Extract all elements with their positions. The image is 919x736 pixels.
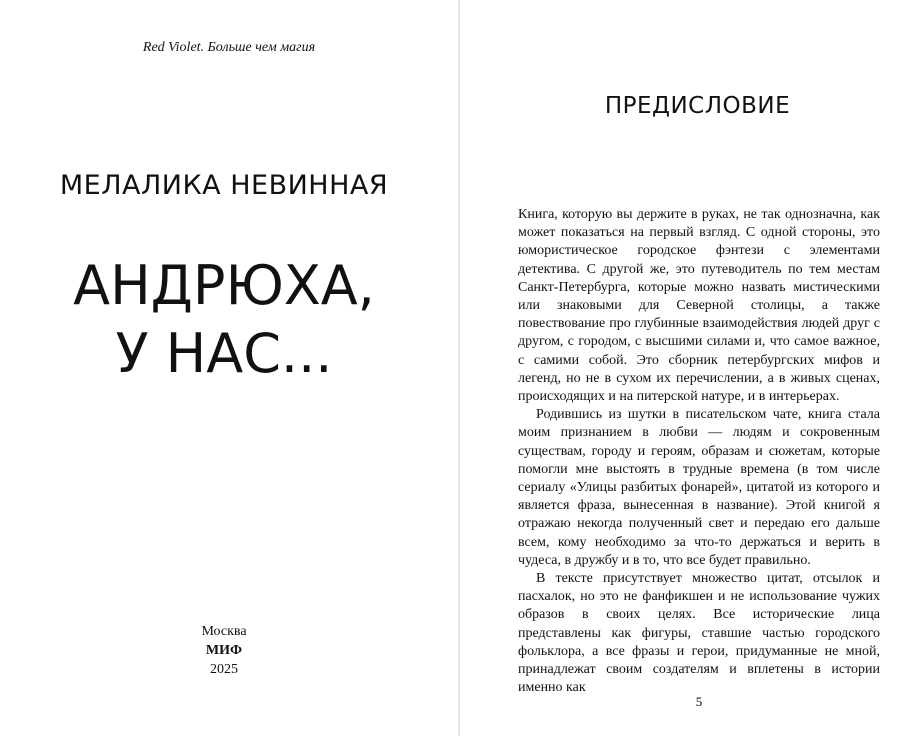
book-title [0,252,448,388]
body-text [518,206,880,697]
left-page [0,0,458,736]
right-page [460,0,919,736]
imprint-city: Москва [201,624,247,639]
series-title: Red Violet. Больше чем магия [142,40,316,55]
imprint-publisher: МИФ [205,643,243,658]
paragraph: Родившись из шутки в писательском чате, книга стала моим признанием в любви — людям и сокровенным существам, городу и героям, образам и сюжетам, которые помогли мне выстоять в трудные времена (в том числе сериалу «Улицы разбитых фонарей», цитатой из которого и является фраза, вынесенная в название). Этой книгой я отражаю некогда полученный свет и передаю его дальше всем, кому необходимо за что-то держаться и верить в чудеса, в дружбу и в то, что все будет правильно. [518,407,880,568]
page-number: 5 [695,694,703,709]
imprint [0,622,448,679]
paragraph: В тексте присутствует множество цитат, отсылок и пасхалок, но это не фанфикшен и не использование чужих образов в своих целях. Все исторические лица представлены как фигуры, ставшие частью городского фольклора, а все фразы и герои, придуманные не мной, принадлежат своим создателям и вплетены в истории именно как [518,571,880,696]
imprint-year: 2025 [210,662,238,677]
author-name: МЕЛАЛИКА НЕВИННАЯ [59,170,389,201]
book-title-line: У НАС... [115,322,333,385]
paragraph: Книга, которую вы держите в руках, не так однозначна, как может показаться на первый взгляд. С одной стороны, это юмористическое городское фэнтези с элементами детектива. С другой же, это путеводитель по тем местам Санкт-Петербурга, которые можно назвать мистическими или знаковыми для Северной столицы, а также повествование про глубинные взаимодействия людей друг с другом, с городом, с высшими силами и, что самое важное, с самими собой. Это сборник петербургских мифов и легенд, но не в сухом их перечислении, а в живых сценах, происходящих и на питерской натуре, и в интерьерах. [518,207,880,405]
chapter-title: ПРЕДИСЛОВИЕ [604,93,791,119]
book-title-line: АНДРЮХА, [73,254,375,317]
